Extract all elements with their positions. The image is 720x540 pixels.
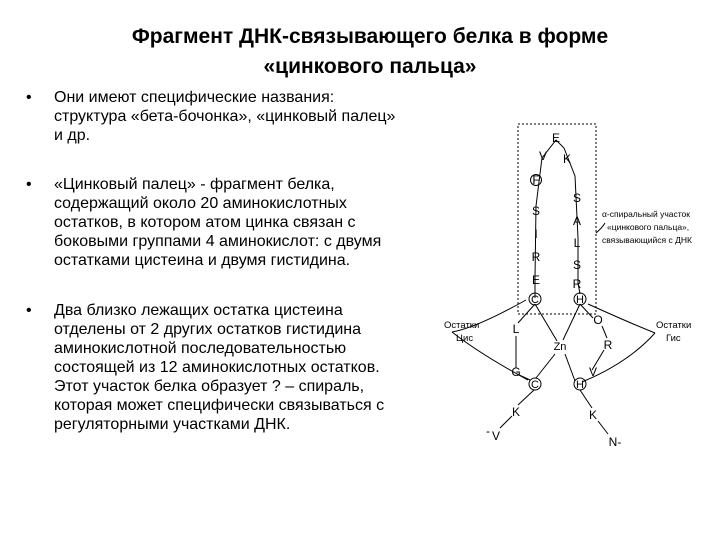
res-k-top: K bbox=[562, 152, 572, 166]
bullet-3-line-7: регуляторными участками ДНК. bbox=[54, 416, 291, 433]
bullet-marker: • bbox=[26, 176, 32, 193]
bullet-3-line-6: которая может специфически связываться с bbox=[54, 397, 385, 414]
res-k-right: K bbox=[588, 408, 598, 422]
res-v-right: V bbox=[588, 365, 598, 379]
res-l-mid: L bbox=[512, 322, 520, 336]
res-o: O bbox=[593, 313, 603, 327]
res-r-mid: R bbox=[603, 338, 613, 352]
bullet-2-line-5: остатками цистеина и двумя гистидина. bbox=[54, 252, 351, 269]
bond-cys2-zn bbox=[536, 354, 555, 378]
pointer-helix bbox=[596, 223, 605, 233]
bullet-item-1 bbox=[24, 88, 444, 145]
res-k-left: K bbox=[511, 405, 521, 419]
zinc-finger-diagram bbox=[430, 118, 720, 458]
label-cys-line-1: Остатки bbox=[444, 320, 480, 331]
res-dash-left: - bbox=[486, 424, 490, 438]
res-s-right-1: S bbox=[572, 191, 582, 205]
res-his2: H bbox=[576, 379, 584, 391]
bullet-3-line-2: отделены от 2 других остатков гистидина bbox=[54, 321, 361, 338]
bond-his2-k bbox=[580, 390, 592, 408]
res-r-right: R bbox=[572, 277, 582, 291]
res-cys1: C bbox=[531, 294, 539, 306]
dashed-frame bbox=[518, 124, 596, 314]
res-s-right-2: S bbox=[572, 258, 582, 272]
res-e-top: E bbox=[551, 131, 561, 145]
bond-cys1-zn bbox=[535, 304, 557, 341]
bond-cys1-left bbox=[518, 304, 535, 323]
res-v-left: V bbox=[491, 429, 501, 443]
res-n-term: N- bbox=[608, 435, 622, 449]
bullet-3-line-5: Этот участок белка образует ? – спираль, bbox=[54, 378, 365, 395]
bond-his1-zn bbox=[563, 304, 580, 340]
label-helix-line-1: α-спиральный участок bbox=[602, 209, 691, 219]
bullet-2-line-1: «Цинковый палец» - фрагмент белка, bbox=[54, 176, 335, 193]
bullet-1-line-3: и др. bbox=[54, 127, 91, 144]
res-his1: H bbox=[576, 294, 584, 306]
bullet-item-3 bbox=[24, 301, 444, 434]
bond-his1-right bbox=[580, 304, 593, 318]
title-line-2: «цинкового пальца» bbox=[263, 55, 477, 78]
bond-k-v bbox=[500, 416, 512, 428]
res-v-top: V bbox=[538, 149, 548, 163]
bullet-2-line-4: боковыми группами 4 аминокислот: с двумя bbox=[54, 233, 382, 250]
bullet-3-line-4: состоящей из 12 аминокислотных остатков. bbox=[54, 359, 380, 376]
bond-his2-zn bbox=[565, 354, 575, 381]
bullet-3-line-3: аминокислотной последовательностью bbox=[54, 340, 347, 357]
bullet-marker: • bbox=[26, 89, 32, 106]
label-his-line-1: Остатки bbox=[656, 320, 692, 331]
bullet-item-2 bbox=[24, 175, 444, 270]
bond-k-n bbox=[598, 421, 608, 434]
res-f: F bbox=[532, 173, 540, 187]
res-a: A bbox=[572, 214, 582, 228]
bullet-2-line-2: содержащий около 20 аминокислотных bbox=[54, 195, 347, 212]
res-r-left: R bbox=[531, 250, 541, 264]
label-cys-line-2: Цис bbox=[456, 333, 474, 344]
zinc-atom: Zn bbox=[553, 341, 567, 353]
res-s-left: S bbox=[531, 204, 541, 218]
side-labels bbox=[444, 209, 692, 344]
slide-title bbox=[60, 22, 680, 82]
bond-cys2-k bbox=[518, 390, 534, 405]
zinc-finger-svg bbox=[430, 118, 720, 458]
bond-o-r bbox=[602, 326, 607, 338]
bullet-marker: • bbox=[26, 302, 32, 319]
bullet-3-line-1: Два близко лежащих остатка цистеина bbox=[54, 302, 343, 319]
res-l: L bbox=[573, 236, 581, 250]
res-cys2: C bbox=[531, 379, 539, 391]
res-g: G bbox=[511, 365, 521, 379]
title-line-1: Фрагмент ДНК-связывающего белка в форме bbox=[131, 25, 609, 48]
res-i: I bbox=[534, 227, 538, 241]
backbone-lines bbox=[452, 140, 655, 434]
label-helix-line-2: «цинкового пальца», bbox=[607, 222, 690, 232]
label-helix-line-3: связывающийся с ДНК bbox=[602, 235, 692, 245]
residue-letters bbox=[486, 131, 621, 449]
label-his-line-2: Гис bbox=[666, 333, 681, 344]
res-e-left: E bbox=[531, 273, 541, 287]
bullet-1-line-1: Они имеют специфические названия: bbox=[54, 89, 335, 106]
bullet-2-line-3: остатков, в котором атом цинка связан с bbox=[54, 214, 356, 231]
bullet-1-line-2: структура «бета-бочонка», «цинковый палец» bbox=[54, 108, 396, 125]
bullet-list bbox=[24, 88, 444, 434]
